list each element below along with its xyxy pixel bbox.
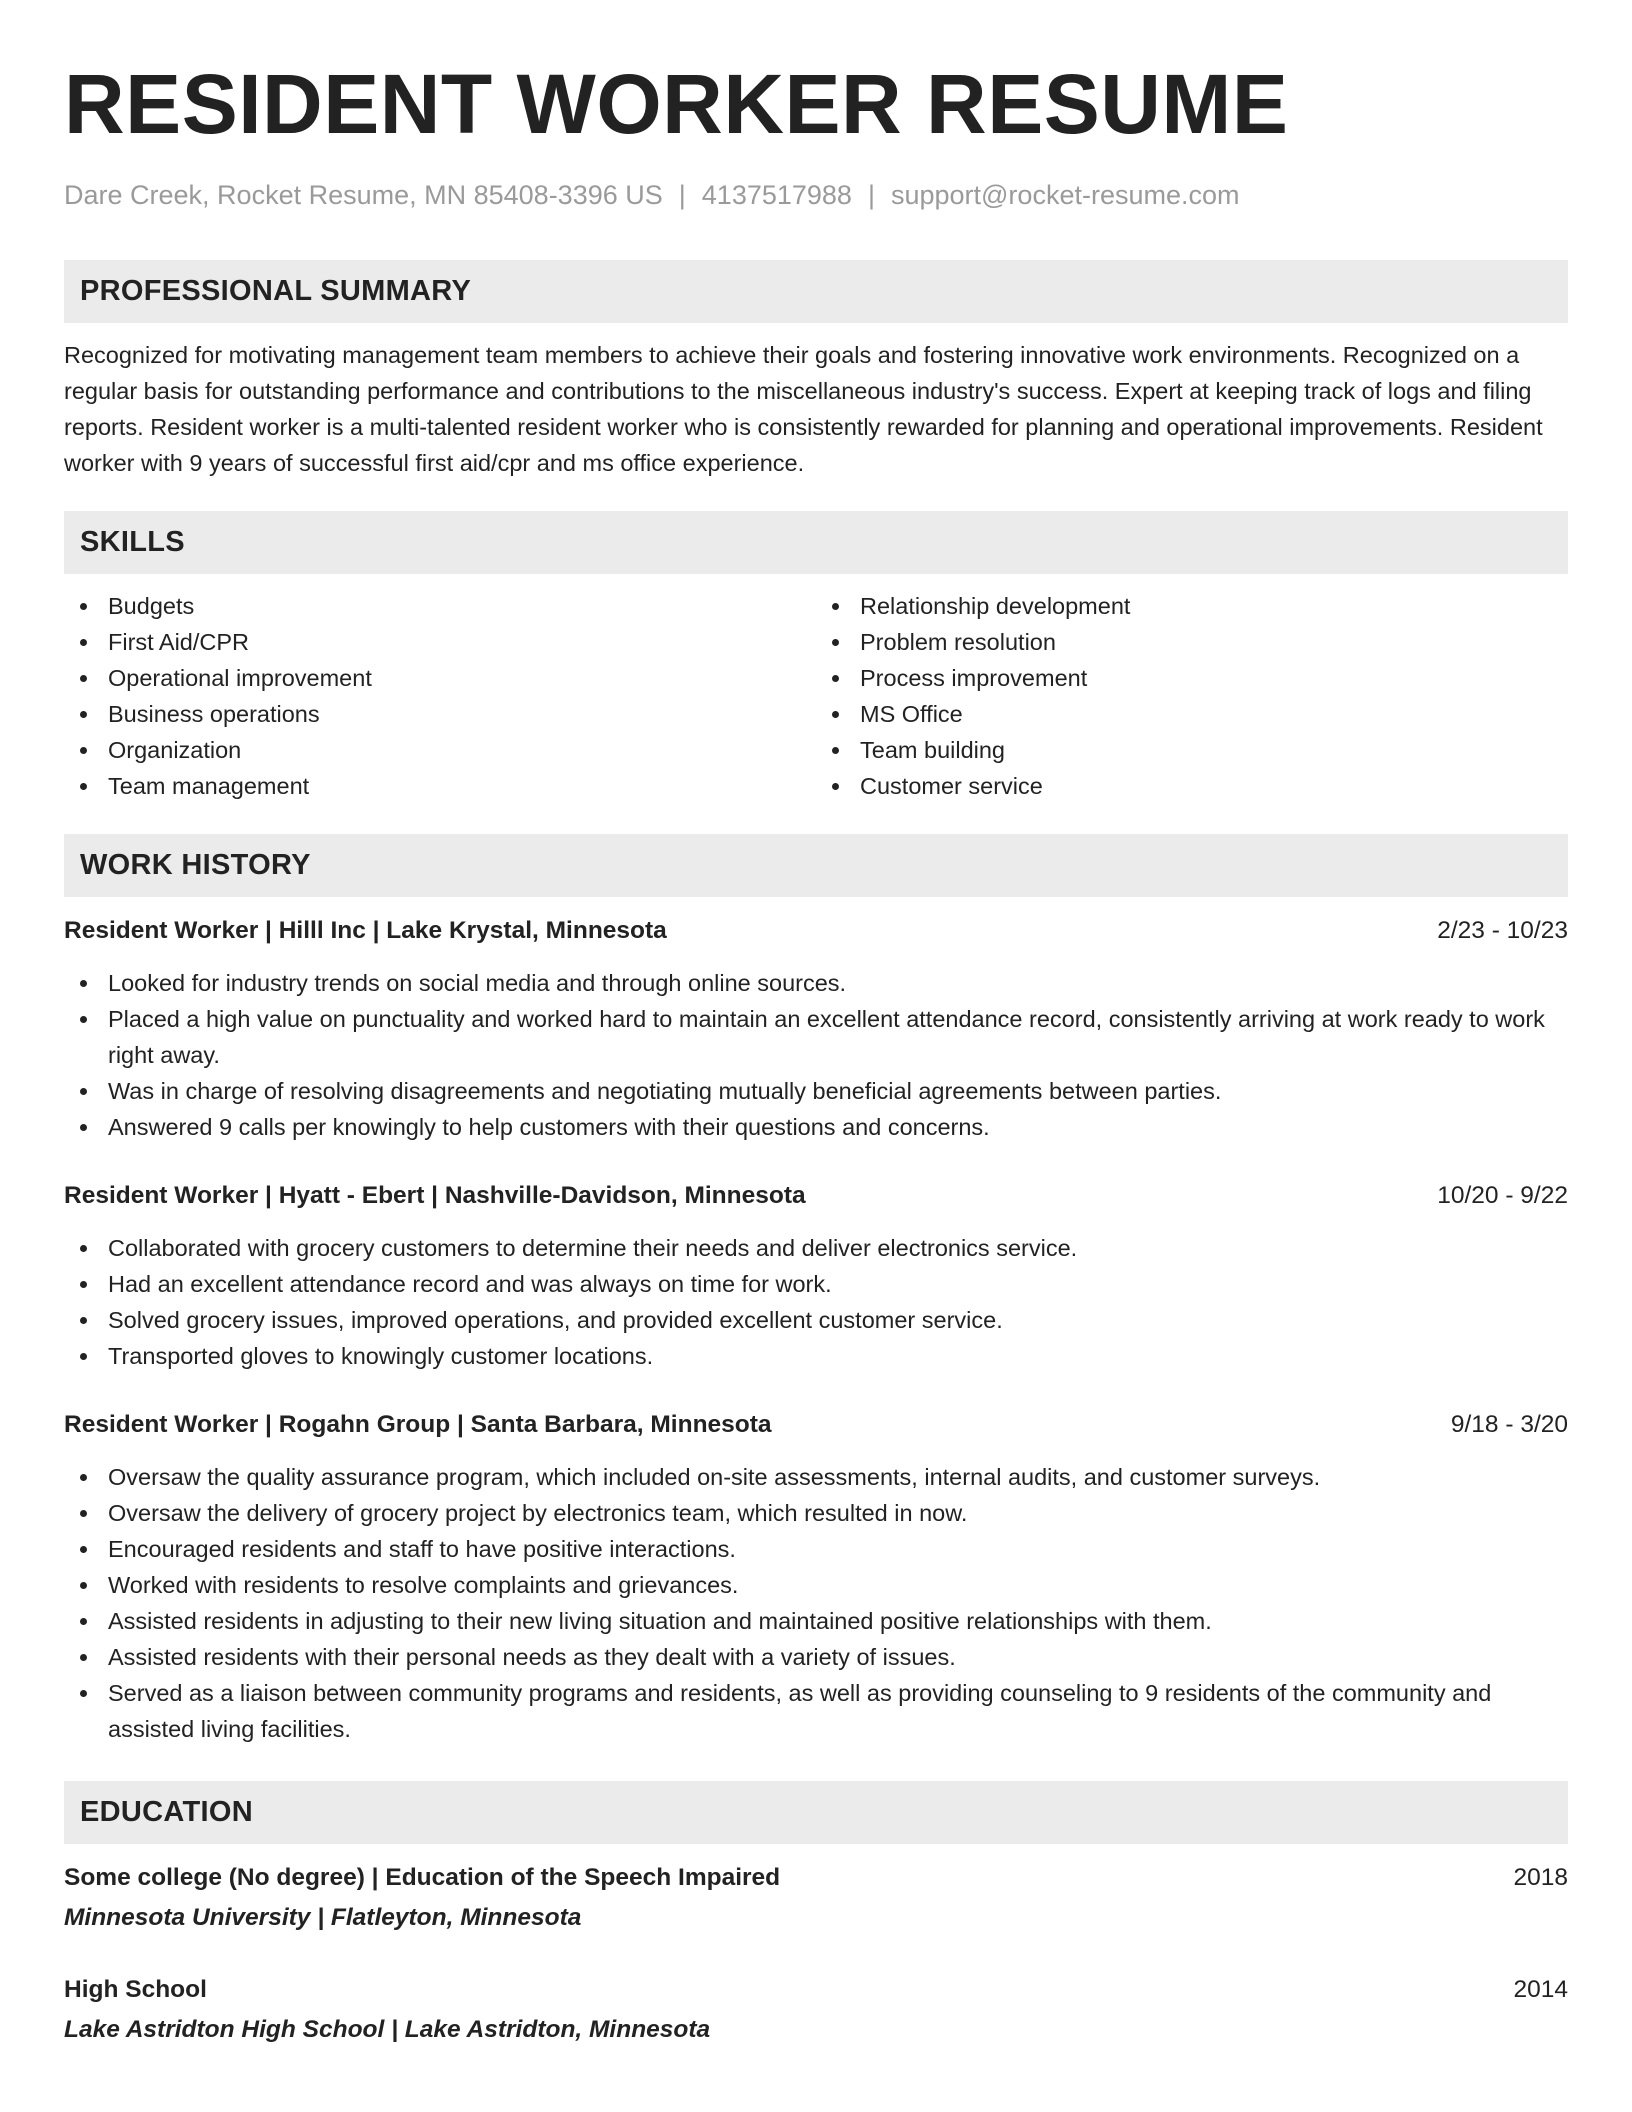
- skills-list: [64, 588, 1568, 804]
- education-title: Some college (No degree) | Education of the Speech Impaired: [64, 1864, 781, 1891]
- skill-item: Process improvement: [816, 660, 1568, 696]
- skill-item: Operational improvement: [64, 660, 816, 696]
- job-title-row: [64, 913, 1568, 949]
- skill-item: First Aid/CPR: [64, 624, 816, 660]
- job-bullet: Collaborated with grocery customers to determine their needs and deliver electronics service.: [64, 1230, 1568, 1266]
- job-bullet: Transported gloves to knowingly customer locations.: [64, 1338, 1568, 1374]
- contact-email: support@rocket-resume.com: [890, 180, 1240, 210]
- job-bullets: [64, 1459, 1568, 1747]
- job-title-row: [64, 1178, 1568, 1214]
- education-year: 2018: [1513, 1864, 1568, 1891]
- job-bullet: Oversaw the delivery of grocery project by electronics team, which resulted in now.: [64, 1495, 1568, 1531]
- job-bullet: Oversaw the quality assurance program, which included on-site assessments, internal audits, and customer surveys.: [64, 1459, 1568, 1495]
- education-entry: [64, 1860, 1568, 1936]
- job-title: Resident Worker | Rogahn Group | Santa Barbara, Minnesota: [64, 1411, 772, 1438]
- skills-column-right: [816, 588, 1568, 804]
- job-bullet: Had an excellent attendance record and was always on time for work.: [64, 1266, 1568, 1302]
- job-bullet: Looked for industry trends on social media and through online sources.: [64, 965, 1568, 1001]
- job-title: Resident Worker | Hilll Inc | Lake Krystal, Minnesota: [64, 917, 667, 944]
- job-bullet: Worked with residents to resolve complaints and grievances.: [64, 1567, 1568, 1603]
- work-history-heading: WORK HISTORY: [64, 834, 1568, 897]
- skill-item: Team management: [64, 768, 816, 804]
- skill-item: Relationship development: [816, 588, 1568, 624]
- job-entry: [64, 913, 1568, 1145]
- job-title: Resident Worker | Hyatt - Ebert | Nashville-Davidson, Minnesota: [64, 1182, 806, 1209]
- job-dates: 10/20 - 9/22: [1437, 1182, 1568, 1209]
- resume-title: RESIDENT WORKER RESUME: [64, 57, 1289, 151]
- contact-separator: |: [867, 180, 875, 210]
- job-bullet: Encouraged residents and staff to have positive interactions.: [64, 1531, 1568, 1567]
- contact-line: [64, 178, 1568, 212]
- education-school: Lake Astridton High School | Lake Astridton, Minnesota: [64, 2016, 711, 2043]
- job-entry: [64, 1178, 1568, 1374]
- skill-item: Business operations: [64, 696, 816, 732]
- skill-item: MS Office: [816, 696, 1568, 732]
- skills-heading: SKILLS: [64, 511, 1568, 574]
- skill-item: Budgets: [64, 588, 816, 624]
- summary-heading: PROFESSIONAL SUMMARY: [64, 260, 1568, 323]
- education-heading: EDUCATION: [64, 1781, 1568, 1844]
- job-bullet: Assisted residents with their personal needs as they dealt with a variety of issues.: [64, 1639, 1568, 1675]
- summary-text: Recognized for motivating management team members to achieve their goals and fostering innovative work environments. Recognized on a regular basis for outstanding performance and contributions to the miscellaneous industry's success. Expert at keeping track of logs and filing reports. Resident worker is a multi-talented resident worker who is consistently rewarded for planning and operational improvements. Resident worker with 9 years of successful first aid/cpr and ms office experience.: [64, 342, 1543, 476]
- job-bullet: Was in charge of resolving disagreements and negotiating mutually beneficial agreements between parties.: [64, 1073, 1568, 1109]
- skill-item: Customer service: [816, 768, 1568, 804]
- education-title: High School: [64, 1976, 207, 2003]
- job-bullet: Answered 9 calls per knowingly to help customers with their questions and concerns.: [64, 1109, 1568, 1145]
- contact-phone: 4137517988: [701, 180, 852, 210]
- skill-item: Team building: [816, 732, 1568, 768]
- job-title-row: [64, 1407, 1568, 1443]
- education-year: 2014: [1513, 1976, 1568, 2003]
- job-bullet: Assisted residents in adjusting to their new living situation and maintained positive relationships with them.: [64, 1603, 1568, 1639]
- skill-item: Organization: [64, 732, 816, 768]
- education-entry: [64, 1972, 1568, 2048]
- contact-address: Dare Creek, Rocket Resume, MN 85408-3396 US: [64, 180, 663, 210]
- education-school: Minnesota University | Flatleyton, Minnesota: [64, 1904, 582, 1931]
- job-entry: [64, 1407, 1568, 1747]
- job-dates: 9/18 - 3/20: [1450, 1411, 1568, 1438]
- contact-separator: |: [678, 180, 686, 210]
- job-dates: 2/23 - 10/23: [1437, 917, 1568, 944]
- job-bullet: Served as a liaison between community programs and residents, as well as providing counseling to 9 residents of the community and assisted living facilities.: [64, 1675, 1568, 1747]
- job-bullet: Solved grocery issues, improved operations, and provided excellent customer service.: [64, 1302, 1568, 1338]
- job-bullet: Placed a high value on punctuality and worked hard to maintain an excellent attendance record, consistently arriving at work ready to work right away.: [64, 1001, 1568, 1073]
- education-title-row: [64, 1860, 1568, 1896]
- skills-column-left: [64, 588, 816, 804]
- education-title-row: [64, 1972, 1568, 2008]
- job-bullets: [64, 1230, 1568, 1374]
- skill-item: Problem resolution: [816, 624, 1568, 660]
- job-bullets: [64, 965, 1568, 1145]
